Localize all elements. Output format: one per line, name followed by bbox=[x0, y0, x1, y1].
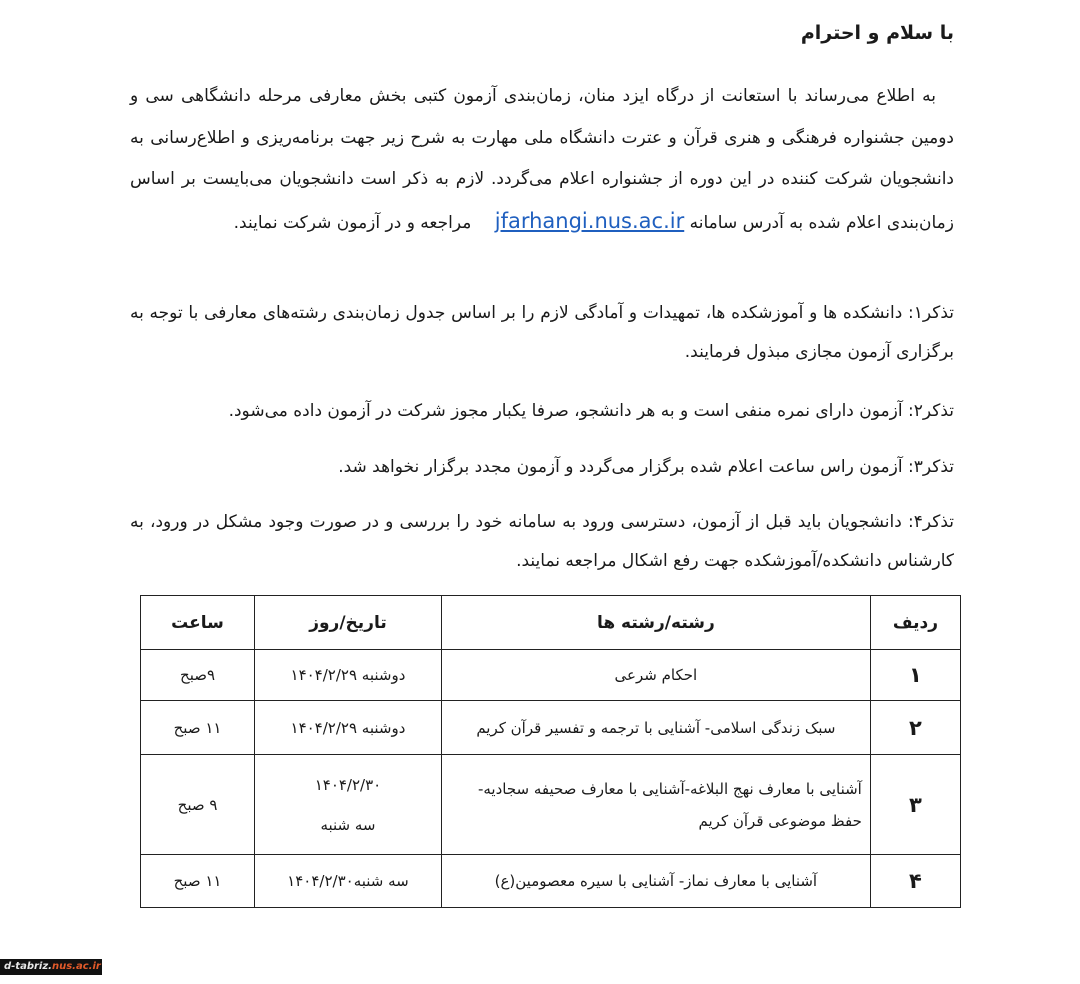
header-row-number: ردیف bbox=[870, 596, 960, 650]
date-cell: دوشنبه ۱۴۰۴/۲/۲۹ bbox=[255, 650, 442, 701]
date-cell: دوشنبه ۱۴۰۴/۲/۲۹ bbox=[255, 701, 442, 755]
weekday-value: سه شنبه bbox=[320, 815, 376, 834]
site-watermark bbox=[0, 959, 102, 975]
portal-link[interactable]: jfarhangi.nus.ac.ir bbox=[494, 208, 685, 233]
header-date: تاریخ/روز bbox=[255, 596, 442, 650]
greeting-heading: با سلام و احترام bbox=[800, 22, 954, 44]
date-cell: سه شنبه۱۴۰۴/۲/۳۰ bbox=[255, 854, 442, 907]
table-row bbox=[141, 755, 961, 854]
time-cell: ۱۱ صبح bbox=[141, 701, 255, 755]
row-number: ۲ bbox=[870, 701, 960, 755]
date-value: ۱۴۰۴/۲/۳۰ bbox=[314, 775, 382, 794]
note-4: تذکر۴: دانشجویان باید قبل از آزمون، دسترسی ورود به سامانه خود را بررسی و در صورت وجود مشکل در ورود، به کارشناس دانشکده/آموزشکده جهت رفع اشکال مراجعه نمایند. bbox=[130, 512, 954, 571]
table-header-row bbox=[141, 596, 961, 650]
watermark-domain: nus.ac.ir bbox=[51, 961, 101, 972]
time-cell: ۹ صبح bbox=[141, 755, 255, 854]
course-cell: احکام شرعی bbox=[441, 650, 870, 701]
course-cell: سبک زندگی اسلامی- آشنایی با ترجمه و تفسیر قرآن کریم bbox=[441, 701, 870, 755]
course-cell: آشنایی با معارف نماز- آشنایی با سیره معصومین(ع) bbox=[441, 854, 870, 907]
row-number: ۳ bbox=[870, 755, 960, 854]
table-row bbox=[141, 854, 961, 907]
note-2: تذکر۲: آزمون دارای نمره منفی است و به هر دانشجو، صرفا یکبار مجوز شرکت در آزمون داده می‌شود. bbox=[228, 401, 954, 421]
note-1: تذکر۱: دانشکده ها و آموزشکده ها، تمهیدات و آمادگی لازم را بر اساس جدول زمان‌بندی رشته‌های معارفی با توجه به برگزاری آزمون مجازی مبذول فرمایند. bbox=[130, 303, 954, 362]
intro-text: به اطلاع می‌رساند با استعانت از درگاه ایزد منان، زمان‌بندی آزمون کتبی بخش معارفی مرحله دانشگاهی سی و دومین جشنواره فرهنگی و هنری قرآن و عترت دانشگاه ملی مهارت به شرح زیر جهت برنامه‌ریزی و اطلاع‌رسانی به دانشجویان شرکت کننده در این دوره از جشنواره اعلام می‌گردد. لازم به ذکر است دانشجویان می‌بایست بر اساس زمان‌بندی اعلام شده به آدرس سامانه bbox=[130, 86, 954, 233]
time-cell: ۱۱ صبح bbox=[141, 854, 255, 907]
note-3: تذکر۳: آزمون راس ساعت اعلام شده برگزار می‌گردد و آزمون مجدد برگزار نخواهد شد. bbox=[338, 457, 954, 477]
date-cell bbox=[255, 755, 442, 854]
intro-text-end: مراجعه و در آزمون شرکت نمایند. bbox=[233, 212, 472, 233]
table-row bbox=[141, 650, 961, 701]
course-cell: آشنایی با معارف نهج البلاغه-آشنایی با معارف صحیفه سجادیه-حفظ موضوعی قرآن کریم bbox=[441, 755, 870, 854]
table-row bbox=[141, 701, 961, 755]
time-cell: ۹صبح bbox=[141, 650, 255, 701]
row-number: ۴ bbox=[870, 854, 960, 907]
header-time: ساعت bbox=[141, 596, 255, 650]
watermark-prefix: d-tabriz. bbox=[4, 961, 52, 972]
intro-paragraph bbox=[130, 76, 954, 244]
exam-schedule-table bbox=[140, 595, 961, 908]
header-course: رشته/رشته ها bbox=[441, 596, 870, 650]
row-number: ۱ bbox=[870, 650, 960, 701]
